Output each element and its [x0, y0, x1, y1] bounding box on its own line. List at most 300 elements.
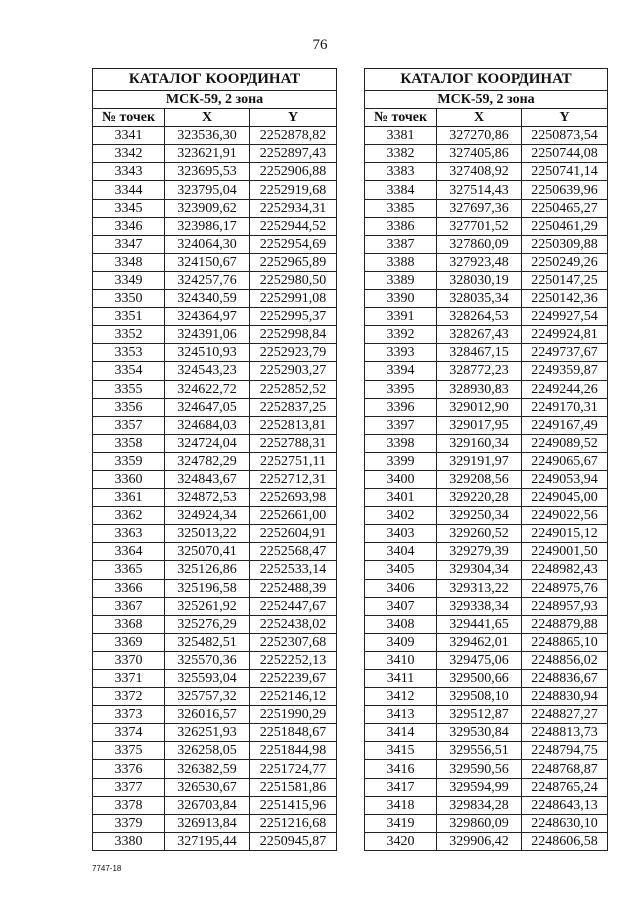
- x-coordinate-cell: 329462,01: [437, 633, 522, 651]
- table-row: [365, 688, 608, 706]
- point-number-cell: 3372: [93, 688, 165, 706]
- table-row: [365, 344, 608, 362]
- point-number-cell: 3353: [93, 344, 165, 362]
- x-coordinate-cell: 324364,97: [165, 308, 250, 326]
- y-coordinate-cell: 2251415,96: [250, 796, 337, 814]
- table-row: [93, 181, 337, 199]
- table-row: [365, 235, 608, 253]
- y-coordinate-cell: 2249045,00: [522, 489, 608, 507]
- point-number-cell: 3382: [365, 145, 437, 163]
- y-coordinate-cell: 2250465,27: [522, 199, 608, 217]
- x-coordinate-cell: 323695,53: [165, 163, 250, 181]
- point-number-cell: 3399: [365, 452, 437, 470]
- y-coordinate-cell: 2250945,87: [250, 832, 337, 850]
- x-coordinate-cell: 329279,39: [437, 543, 522, 561]
- x-coordinate-cell: 326703,84: [165, 796, 250, 814]
- point-number-cell: 3408: [365, 615, 437, 633]
- y-coordinate-cell: 2251581,86: [250, 778, 337, 796]
- table-row: [93, 470, 337, 488]
- x-coordinate-cell: 327405,86: [437, 145, 522, 163]
- point-number-cell: 3407: [365, 597, 437, 615]
- x-coordinate-cell: 325757,32: [165, 688, 250, 706]
- table-row: [93, 760, 337, 778]
- x-coordinate-cell: 327860,09: [437, 235, 522, 253]
- y-coordinate-cell: 2249065,67: [522, 452, 608, 470]
- y-coordinate-cell: 2248982,43: [522, 561, 608, 579]
- y-coordinate-cell: 2252751,11: [250, 452, 337, 470]
- point-number-cell: 3409: [365, 633, 437, 651]
- x-coordinate-cell: 324064,30: [165, 235, 250, 253]
- y-coordinate-cell: 2249359,87: [522, 362, 608, 380]
- y-coordinate-cell: 2252934,31: [250, 199, 337, 217]
- table-row: [93, 308, 337, 326]
- y-coordinate-cell: 2250309,88: [522, 235, 608, 253]
- y-coordinate-cell: 2252991,08: [250, 290, 337, 308]
- point-number-cell: 3376: [93, 760, 165, 778]
- x-coordinate-cell: 324843,67: [165, 470, 250, 488]
- y-coordinate-cell: 2249015,12: [522, 525, 608, 543]
- x-coordinate-cell: 324510,93: [165, 344, 250, 362]
- x-coordinate-cell: 328264,53: [437, 308, 522, 326]
- x-coordinate-cell: 327270,86: [437, 127, 522, 145]
- point-number-cell: 3365: [93, 561, 165, 579]
- catalog-body: [93, 127, 337, 851]
- table-row: [365, 814, 608, 832]
- column-header-x: X: [165, 109, 250, 127]
- table-row: [93, 235, 337, 253]
- table-row: [93, 724, 337, 742]
- table-row: [365, 778, 608, 796]
- point-number-cell: 3419: [365, 814, 437, 832]
- point-number-cell: 3369: [93, 633, 165, 651]
- x-coordinate-cell: 329250,34: [437, 507, 522, 525]
- y-coordinate-cell: 2252906,88: [250, 163, 337, 181]
- point-number-cell: 3363: [93, 525, 165, 543]
- y-coordinate-cell: 2250639,96: [522, 181, 608, 199]
- table-row: [365, 145, 608, 163]
- point-number-cell: 3361: [93, 489, 165, 507]
- catalog-subtitle: МСК-59, 2 зона: [365, 91, 608, 109]
- point-number-cell: 3400: [365, 470, 437, 488]
- y-coordinate-cell: 2252944,52: [250, 217, 337, 235]
- x-coordinate-cell: 329906,42: [437, 832, 522, 850]
- y-coordinate-cell: 2248630,10: [522, 814, 608, 832]
- y-coordinate-cell: 2252307,68: [250, 633, 337, 651]
- table-row: [93, 615, 337, 633]
- table-row: [365, 271, 608, 289]
- y-coordinate-cell: 2252661,00: [250, 507, 337, 525]
- table-row: [365, 633, 608, 651]
- point-number-cell: 3351: [93, 308, 165, 326]
- x-coordinate-cell: 329475,06: [437, 651, 522, 669]
- table-row: [365, 561, 608, 579]
- column-header-point-number: № точек: [365, 109, 437, 127]
- x-coordinate-cell: 325196,58: [165, 579, 250, 597]
- point-number-cell: 3370: [93, 651, 165, 669]
- point-number-cell: 3374: [93, 724, 165, 742]
- table-row: [365, 380, 608, 398]
- point-number-cell: 3397: [365, 416, 437, 434]
- x-coordinate-cell: 326382,59: [165, 760, 250, 778]
- table-row: [365, 434, 608, 452]
- y-coordinate-cell: 2248836,67: [522, 670, 608, 688]
- y-coordinate-cell: 2251848,67: [250, 724, 337, 742]
- point-number-cell: 3359: [93, 452, 165, 470]
- y-coordinate-cell: 2252568,47: [250, 543, 337, 561]
- point-number-cell: 3411: [365, 670, 437, 688]
- point-number-cell: 3348: [93, 253, 165, 271]
- x-coordinate-cell: 327514,43: [437, 181, 522, 199]
- x-coordinate-cell: 329338,34: [437, 597, 522, 615]
- point-number-cell: 3367: [93, 597, 165, 615]
- table-row: [365, 651, 608, 669]
- y-coordinate-cell: 2250142,36: [522, 290, 608, 308]
- y-coordinate-cell: 2250249,26: [522, 253, 608, 271]
- x-coordinate-cell: 327701,52: [437, 217, 522, 235]
- table-row: [93, 253, 337, 271]
- point-number-cell: 3368: [93, 615, 165, 633]
- y-coordinate-cell: 2248856,02: [522, 651, 608, 669]
- point-number-cell: 3414: [365, 724, 437, 742]
- table-row: [365, 670, 608, 688]
- table-row: [93, 633, 337, 651]
- table-row: [365, 253, 608, 271]
- table-row: [365, 326, 608, 344]
- x-coordinate-cell: 326258,05: [165, 742, 250, 760]
- x-coordinate-cell: 328267,43: [437, 326, 522, 344]
- table-row: [365, 470, 608, 488]
- x-coordinate-cell: 328930,83: [437, 380, 522, 398]
- table-row: [365, 127, 608, 145]
- x-coordinate-cell: 326251,93: [165, 724, 250, 742]
- x-coordinate-cell: 326016,57: [165, 706, 250, 724]
- x-coordinate-cell: 323621,91: [165, 145, 250, 163]
- x-coordinate-cell: 324924,34: [165, 507, 250, 525]
- y-coordinate-cell: 2252712,31: [250, 470, 337, 488]
- x-coordinate-cell: 324340,59: [165, 290, 250, 308]
- point-number-cell: 3388: [365, 253, 437, 271]
- catalog-subtitle: МСК-59, 2 зона: [93, 91, 337, 109]
- y-coordinate-cell: 2252788,31: [250, 434, 337, 452]
- x-coordinate-cell: 326913,84: [165, 814, 250, 832]
- table-row: [365, 796, 608, 814]
- y-coordinate-cell: 2252239,67: [250, 670, 337, 688]
- table-row: [93, 778, 337, 796]
- point-number-cell: 3345: [93, 199, 165, 217]
- y-coordinate-cell: 2252837,25: [250, 398, 337, 416]
- table-row: [93, 452, 337, 470]
- point-number-cell: 3402: [365, 507, 437, 525]
- point-number-cell: 3381: [365, 127, 437, 145]
- y-coordinate-cell: 2252954,69: [250, 235, 337, 253]
- x-coordinate-cell: 329556,51: [437, 742, 522, 760]
- point-number-cell: 3396: [365, 398, 437, 416]
- table-row: [365, 543, 608, 561]
- x-coordinate-cell: 329590,56: [437, 760, 522, 778]
- y-coordinate-cell: 2250744,08: [522, 145, 608, 163]
- point-number-cell: 3357: [93, 416, 165, 434]
- y-coordinate-cell: 2252146,12: [250, 688, 337, 706]
- catalog-title: КАТАЛОГ КООРДИНАТ: [365, 69, 608, 91]
- table-row: [93, 561, 337, 579]
- document-code: 7747-18: [92, 864, 122, 873]
- x-coordinate-cell: 329208,56: [437, 470, 522, 488]
- x-coordinate-cell: 329017,95: [437, 416, 522, 434]
- x-coordinate-cell: 327408,92: [437, 163, 522, 181]
- y-coordinate-cell: 2252897,43: [250, 145, 337, 163]
- table-row: [365, 507, 608, 525]
- y-coordinate-cell: 2249927,54: [522, 308, 608, 326]
- y-coordinate-cell: 2248865,10: [522, 633, 608, 651]
- x-coordinate-cell: 325070,41: [165, 543, 250, 561]
- x-coordinate-cell: 324872,53: [165, 489, 250, 507]
- y-coordinate-cell: 2250873,54: [522, 127, 608, 145]
- coordinate-catalog-left: [92, 68, 337, 851]
- point-number-cell: 3404: [365, 543, 437, 561]
- point-number-cell: 3380: [93, 832, 165, 850]
- y-coordinate-cell: 2252252,13: [250, 651, 337, 669]
- table-row: [365, 615, 608, 633]
- y-coordinate-cell: 2249170,31: [522, 398, 608, 416]
- point-number-cell: 3390: [365, 290, 437, 308]
- y-coordinate-cell: 2252995,37: [250, 308, 337, 326]
- y-coordinate-cell: 2249053,94: [522, 470, 608, 488]
- table-row: [365, 832, 608, 850]
- point-number-cell: 3394: [365, 362, 437, 380]
- table-row: [93, 290, 337, 308]
- x-coordinate-cell: 329530,84: [437, 724, 522, 742]
- y-coordinate-cell: 2250741,14: [522, 163, 608, 181]
- point-number-cell: 3405: [365, 561, 437, 579]
- y-coordinate-cell: 2249924,81: [522, 326, 608, 344]
- point-number-cell: 3346: [93, 217, 165, 235]
- y-coordinate-cell: 2252852,52: [250, 380, 337, 398]
- point-number-cell: 3401: [365, 489, 437, 507]
- table-row: [93, 742, 337, 760]
- x-coordinate-cell: 329508,10: [437, 688, 522, 706]
- point-number-cell: 3403: [365, 525, 437, 543]
- table-row: [93, 271, 337, 289]
- table-row: [365, 398, 608, 416]
- table-row: [93, 832, 337, 850]
- y-coordinate-cell: 2248827,27: [522, 706, 608, 724]
- point-number-cell: 3362: [93, 507, 165, 525]
- y-coordinate-cell: 2252447,67: [250, 597, 337, 615]
- y-coordinate-cell: 2248975,76: [522, 579, 608, 597]
- table-row: [365, 525, 608, 543]
- x-coordinate-cell: 328035,34: [437, 290, 522, 308]
- x-coordinate-cell: 329834,28: [437, 796, 522, 814]
- x-coordinate-cell: 325482,51: [165, 633, 250, 651]
- y-coordinate-cell: 2250461,29: [522, 217, 608, 235]
- y-coordinate-cell: 2252903,27: [250, 362, 337, 380]
- table-row: [93, 398, 337, 416]
- x-coordinate-cell: 323795,04: [165, 181, 250, 199]
- x-coordinate-cell: 329304,34: [437, 561, 522, 579]
- x-coordinate-cell: 325593,04: [165, 670, 250, 688]
- point-number-cell: 3417: [365, 778, 437, 796]
- x-coordinate-cell: 323986,17: [165, 217, 250, 235]
- table-row: [93, 670, 337, 688]
- point-number-cell: 3349: [93, 271, 165, 289]
- point-number-cell: 3406: [365, 579, 437, 597]
- page-number: 76: [312, 37, 328, 53]
- x-coordinate-cell: 328772,23: [437, 362, 522, 380]
- point-number-cell: 3416: [365, 760, 437, 778]
- point-number-cell: 3360: [93, 470, 165, 488]
- table-row: [365, 597, 608, 615]
- x-coordinate-cell: 324647,05: [165, 398, 250, 416]
- point-number-cell: 3347: [93, 235, 165, 253]
- table-row: [365, 163, 608, 181]
- point-number-cell: 3413: [365, 706, 437, 724]
- x-coordinate-cell: 329512,87: [437, 706, 522, 724]
- table-row: [93, 579, 337, 597]
- point-number-cell: 3391: [365, 308, 437, 326]
- table-row: [93, 199, 337, 217]
- table-row: [93, 706, 337, 724]
- table-row: [93, 380, 337, 398]
- table-row: [365, 489, 608, 507]
- table-row: [93, 597, 337, 615]
- table-row: [365, 362, 608, 380]
- table-row: [365, 452, 608, 470]
- x-coordinate-cell: 324391,06: [165, 326, 250, 344]
- x-coordinate-cell: 329220,28: [437, 489, 522, 507]
- table-row: [93, 507, 337, 525]
- point-number-cell: 3356: [93, 398, 165, 416]
- x-coordinate-cell: 329313,22: [437, 579, 522, 597]
- y-coordinate-cell: 2252919,68: [250, 181, 337, 199]
- table-row: [93, 525, 337, 543]
- point-number-cell: 3385: [365, 199, 437, 217]
- x-coordinate-cell: 327697,36: [437, 199, 522, 217]
- x-coordinate-cell: 325126,86: [165, 561, 250, 579]
- table-row: [365, 308, 608, 326]
- point-number-cell: 3378: [93, 796, 165, 814]
- point-number-cell: 3366: [93, 579, 165, 597]
- x-coordinate-cell: 324724,04: [165, 434, 250, 452]
- table-row: [93, 127, 337, 145]
- point-number-cell: 3371: [93, 670, 165, 688]
- point-number-cell: 3350: [93, 290, 165, 308]
- table-row: [93, 145, 337, 163]
- y-coordinate-cell: 2249001,50: [522, 543, 608, 561]
- y-coordinate-cell: 2251724,77: [250, 760, 337, 778]
- column-header-y: Y: [522, 109, 608, 127]
- x-coordinate-cell: 324782,29: [165, 452, 250, 470]
- y-coordinate-cell: 2248768,87: [522, 760, 608, 778]
- column-header-point-number: № точек: [93, 109, 165, 127]
- point-number-cell: 3410: [365, 651, 437, 669]
- y-coordinate-cell: 2252813,81: [250, 416, 337, 434]
- coordinate-catalog-right: [364, 68, 608, 851]
- y-coordinate-cell: 2249089,52: [522, 434, 608, 452]
- point-number-cell: 3383: [365, 163, 437, 181]
- point-number-cell: 3384: [365, 181, 437, 199]
- y-coordinate-cell: 2252693,98: [250, 489, 337, 507]
- table-row: [365, 579, 608, 597]
- table-row: [365, 416, 608, 434]
- table-row: [365, 199, 608, 217]
- table-row: [93, 489, 337, 507]
- point-number-cell: 3355: [93, 380, 165, 398]
- x-coordinate-cell: 327923,48: [437, 253, 522, 271]
- point-number-cell: 3352: [93, 326, 165, 344]
- x-coordinate-cell: 323909,62: [165, 199, 250, 217]
- x-coordinate-cell: 329160,34: [437, 434, 522, 452]
- table-row: [93, 543, 337, 561]
- point-number-cell: 3342: [93, 145, 165, 163]
- x-coordinate-cell: 324684,03: [165, 416, 250, 434]
- table-row: [93, 651, 337, 669]
- table-row: [93, 814, 337, 832]
- point-number-cell: 3395: [365, 380, 437, 398]
- y-coordinate-cell: 2248606,58: [522, 832, 608, 850]
- y-coordinate-cell: 2252923,79: [250, 344, 337, 362]
- x-coordinate-cell: 329260,52: [437, 525, 522, 543]
- y-coordinate-cell: 2252533,14: [250, 561, 337, 579]
- point-number-cell: 3364: [93, 543, 165, 561]
- x-coordinate-cell: 324622,72: [165, 380, 250, 398]
- point-number-cell: 3415: [365, 742, 437, 760]
- y-coordinate-cell: 2248830,94: [522, 688, 608, 706]
- table-row: [365, 760, 608, 778]
- x-coordinate-cell: 328030,19: [437, 271, 522, 289]
- x-coordinate-cell: 323536,30: [165, 127, 250, 145]
- point-number-cell: 3412: [365, 688, 437, 706]
- y-coordinate-cell: 2248794,75: [522, 742, 608, 760]
- table-row: [365, 742, 608, 760]
- table-row: [93, 796, 337, 814]
- y-coordinate-cell: 2251844,98: [250, 742, 337, 760]
- x-coordinate-cell: 325276,29: [165, 615, 250, 633]
- y-coordinate-cell: 2249244,26: [522, 380, 608, 398]
- x-coordinate-cell: 328467,15: [437, 344, 522, 362]
- y-coordinate-cell: 2248813,73: [522, 724, 608, 742]
- x-coordinate-cell: 329012,90: [437, 398, 522, 416]
- catalog-body: [365, 127, 608, 851]
- point-number-cell: 3341: [93, 127, 165, 145]
- point-number-cell: 3375: [93, 742, 165, 760]
- table-row: [365, 290, 608, 308]
- y-coordinate-cell: 2250147,25: [522, 271, 608, 289]
- x-coordinate-cell: 329191,97: [437, 452, 522, 470]
- y-coordinate-cell: 2252438,02: [250, 615, 337, 633]
- point-number-cell: 3418: [365, 796, 437, 814]
- x-coordinate-cell: 329594,99: [437, 778, 522, 796]
- y-coordinate-cell: 2251990,29: [250, 706, 337, 724]
- table-row: [93, 688, 337, 706]
- table-row: [365, 181, 608, 199]
- y-coordinate-cell: 2252878,82: [250, 127, 337, 145]
- point-number-cell: 3373: [93, 706, 165, 724]
- x-coordinate-cell: 329441,65: [437, 615, 522, 633]
- y-coordinate-cell: 2248957,93: [522, 597, 608, 615]
- point-number-cell: 3420: [365, 832, 437, 850]
- y-coordinate-cell: 2248765,24: [522, 778, 608, 796]
- x-coordinate-cell: 327195,44: [165, 832, 250, 850]
- point-number-cell: 3358: [93, 434, 165, 452]
- x-coordinate-cell: 326530,67: [165, 778, 250, 796]
- table-row: [93, 326, 337, 344]
- x-coordinate-cell: 324543,23: [165, 362, 250, 380]
- table-row: [365, 706, 608, 724]
- table-row: [365, 217, 608, 235]
- y-coordinate-cell: 2252965,89: [250, 253, 337, 271]
- y-coordinate-cell: 2251216,68: [250, 814, 337, 832]
- table-row: [93, 163, 337, 181]
